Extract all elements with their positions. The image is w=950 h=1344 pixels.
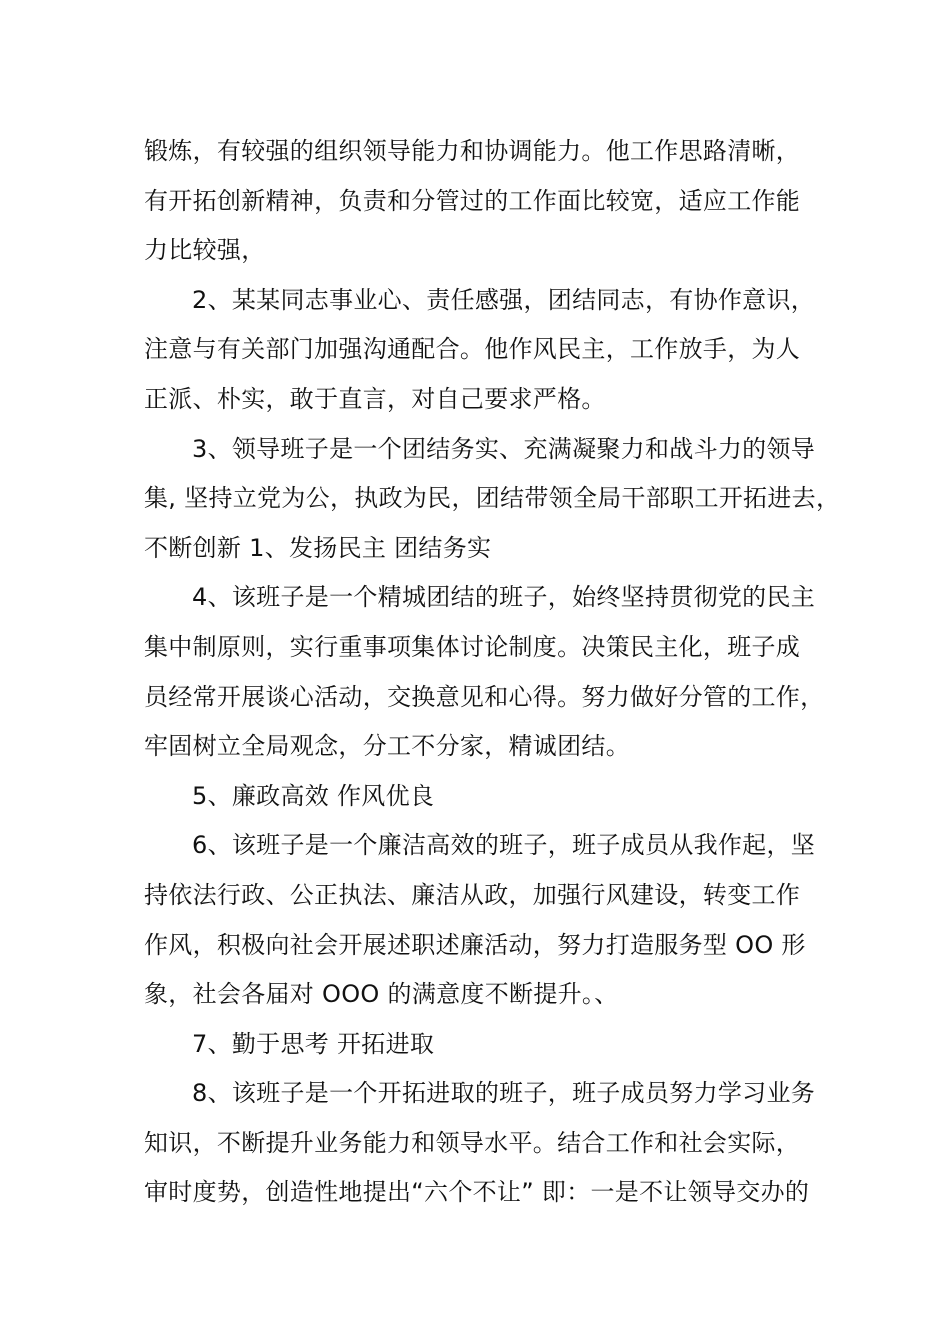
text-line: 象，社会各届对 OOO 的满意度不断提升。、 (144, 980, 619, 1009)
text-line: 正派、朴实，敢于直言，对自己要求严格。 (144, 384, 606, 413)
text-line: 审时度势，创造性地提出“六个不让” 即：一是不让领导交办的 (144, 1178, 810, 1207)
document-body (144, 127, 841, 1218)
text-line: 集中制原则，实行重事项集体讨论制度。决策民主化，班子成 (144, 632, 801, 661)
text-line: 集, 坚持立党为公，执政为民，团结带领全局干部职工开拓进去， (144, 484, 841, 513)
text-line: 2、某某同志事业心、责任感强，团结同志，有协作意识， (192, 285, 816, 314)
text-line: 注意与有关部门加强沟通配合。他作风民主，工作放手，为人 (144, 335, 801, 364)
text-line: 锻炼，有较强的组织领导能力和协调能力。他工作思路清晰， (144, 137, 801, 165)
text-line: 有开拓创新精神，负责和分管过的工作面比较宽，适应工作能 (144, 186, 801, 215)
text-line: 5、廉政高效 作风优良 (192, 781, 435, 810)
text-line: 6、该班子是一个廉洁高效的班子，班子成员从我作起，坚 (192, 831, 816, 860)
text-line: 知识，不断提升业务能力和领导水平。结合工作和社会实际， (144, 1128, 801, 1157)
text-line: 4、该班子是一个精城团结的班子，始终坚持贯彻党的民主 (192, 583, 816, 612)
text-line: 牢固树立全局观念，分工不分家，精诚团结。 (144, 732, 630, 761)
text-line: 持依法行政、公正执法、廉洁从政，加强行风建设，转变工作 (144, 880, 801, 909)
text-line: 3、领导班子是一个团结务实、充满凝聚力和战斗力的领导 (192, 434, 816, 463)
text-line: 7、勤于思考 开拓进取 (192, 1029, 435, 1058)
text-line: 不断创新 1、发扬民主 团结务实 (144, 533, 492, 562)
text-line: 8、该班子是一个开拓进取的班子，班子成员努力学习业务 (192, 1079, 816, 1108)
text-line: 力比较强， (144, 236, 266, 265)
text-line: 作风，积极向社会开展述职述廉活动，努力打造服务型 OO 形 (144, 930, 806, 959)
text-line: 员经常开展谈心活动，交换意见和心得。努力做好分管的工作， (144, 682, 825, 711)
